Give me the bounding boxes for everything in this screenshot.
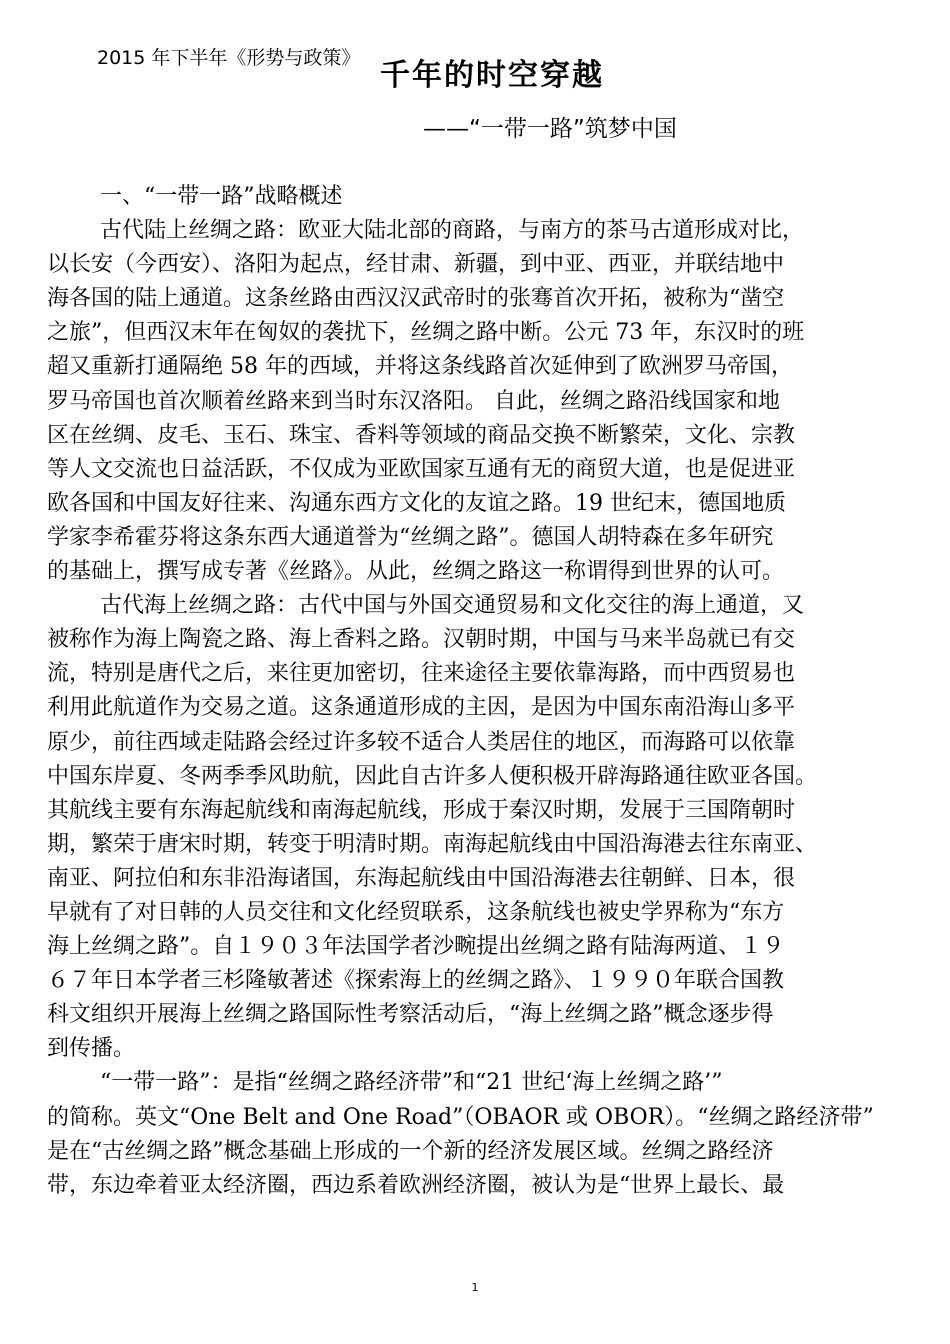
course-header-label: 2015 年下半年《形势与政策》 [97, 47, 361, 69]
paragraph-maritime-silk-road: 古代海上丝绸之路：古代中国与外国交通贸易和文化交往的海上通道，又 被称作为海上陶瓷之路、海上香料之路。汉朝时期，中国与马来半岛就已有交 流，特别是唐代之后，来往更加密切，往来途径主要依靠海路，而中西贸易也 利用此航道作为交易之道。这条通道形成的主因，是因为中国东南沿海山多平 原少，前往西域走陆路会经过许多较不适合人类居住的地区，而海路可以依靠 中国东岸夏、冬两季季风助航，因此自古许多人便积极开辟海路通往欧亚各国。 其航线主要有东海起航线和南海起航线，形成于秦汉时期，发展于三国隋朝时 期，繁荣于唐宋时期，转变于明清时期。南海起航线由中国沿海港去往东南亚、 南亚、阿拉伯和东非沿海诸国，东海起航线由中国沿海港去往朝鲜、日本，很 早就有了对日韩的人员交往和文化经贸联系，这条航线也被史学界称为“东方 海上丝绸之路”。自１９０３年法国学者沙畹提出丝绸之路有陆海两道、１９ ６７年日本学者三杉隆敏著述《探索海上的丝绸之路》、１９９０年联合国教 科文组织开展海上丝绸之路国际性考察活动后，“海上丝绸之路”概念逐步得 到传播。 [47, 593, 818, 1062]
document-subtitle: ——“一带一路”筑梦中国 [423, 116, 677, 142]
paragraph-belt-and-road: “一带一路”：是指“丝绸之路经济带”和“21 世纪‘海上丝绸之路’” 的简称。英文“One Belt and One Road”（OBAOR 或 OBOR）。“丝绸之路经济带” 是在“古丝绸之路”概念基础上形成的一个新的经济发展区域。丝绸之路经济 带，东边牵着亚太经济圈，西边系着欧洲经济圈，被认为是“世界上最长、最 [47, 1070, 874, 1198]
section-heading: 一、“一带一路”战略概述 [100, 184, 343, 209]
document-body [47, 180, 905, 1203]
document-title: 千年的时空穿越 [380, 58, 604, 93]
page-number: 1 [471, 1281, 479, 1294]
paragraph-land-silk-road: 古代陆上丝绸之路：欧亚大陆北部的商路，与南方的茶马古道形成对比， 以长安（今西安）、洛阳为起点，经甘肃、新疆，到中亚、西亚，并联结地中 海各国的陆上通道。这条丝路由西汉汉武帝时的张骞首次开拓，被称为“凿空 之旅”，但西汉末年在匈奴的袭扰下，丝绸之路中断。公元 73 年，东汉时的班 超又重新打通隔绝 58 年的西域，并将这条线路首次延伸到了欧洲罗马帝国， 罗马帝国也首次顺着丝路来到当时东汉洛阳。 自此，丝绸之路沿线国家和地 区在丝绸、皮毛、玉石、珠宝、香料等领域的商品交换不断繁荣，文化、宗教 等人文交流也日益活跃，不仅成为亚欧国家互通有无的商贸大道，也是促进亚 欧各国和中国友好往来、沟通东西方文化的友谊之路。19 世纪末，德国地质 学家李希霍芬将这条东西大通道誉为“丝绸之路”。德国人胡特森在多年研究 的基础上，撰写成专著《丝路》。从此，丝绸之路这一称谓得到世界的认可。 [47, 218, 805, 585]
